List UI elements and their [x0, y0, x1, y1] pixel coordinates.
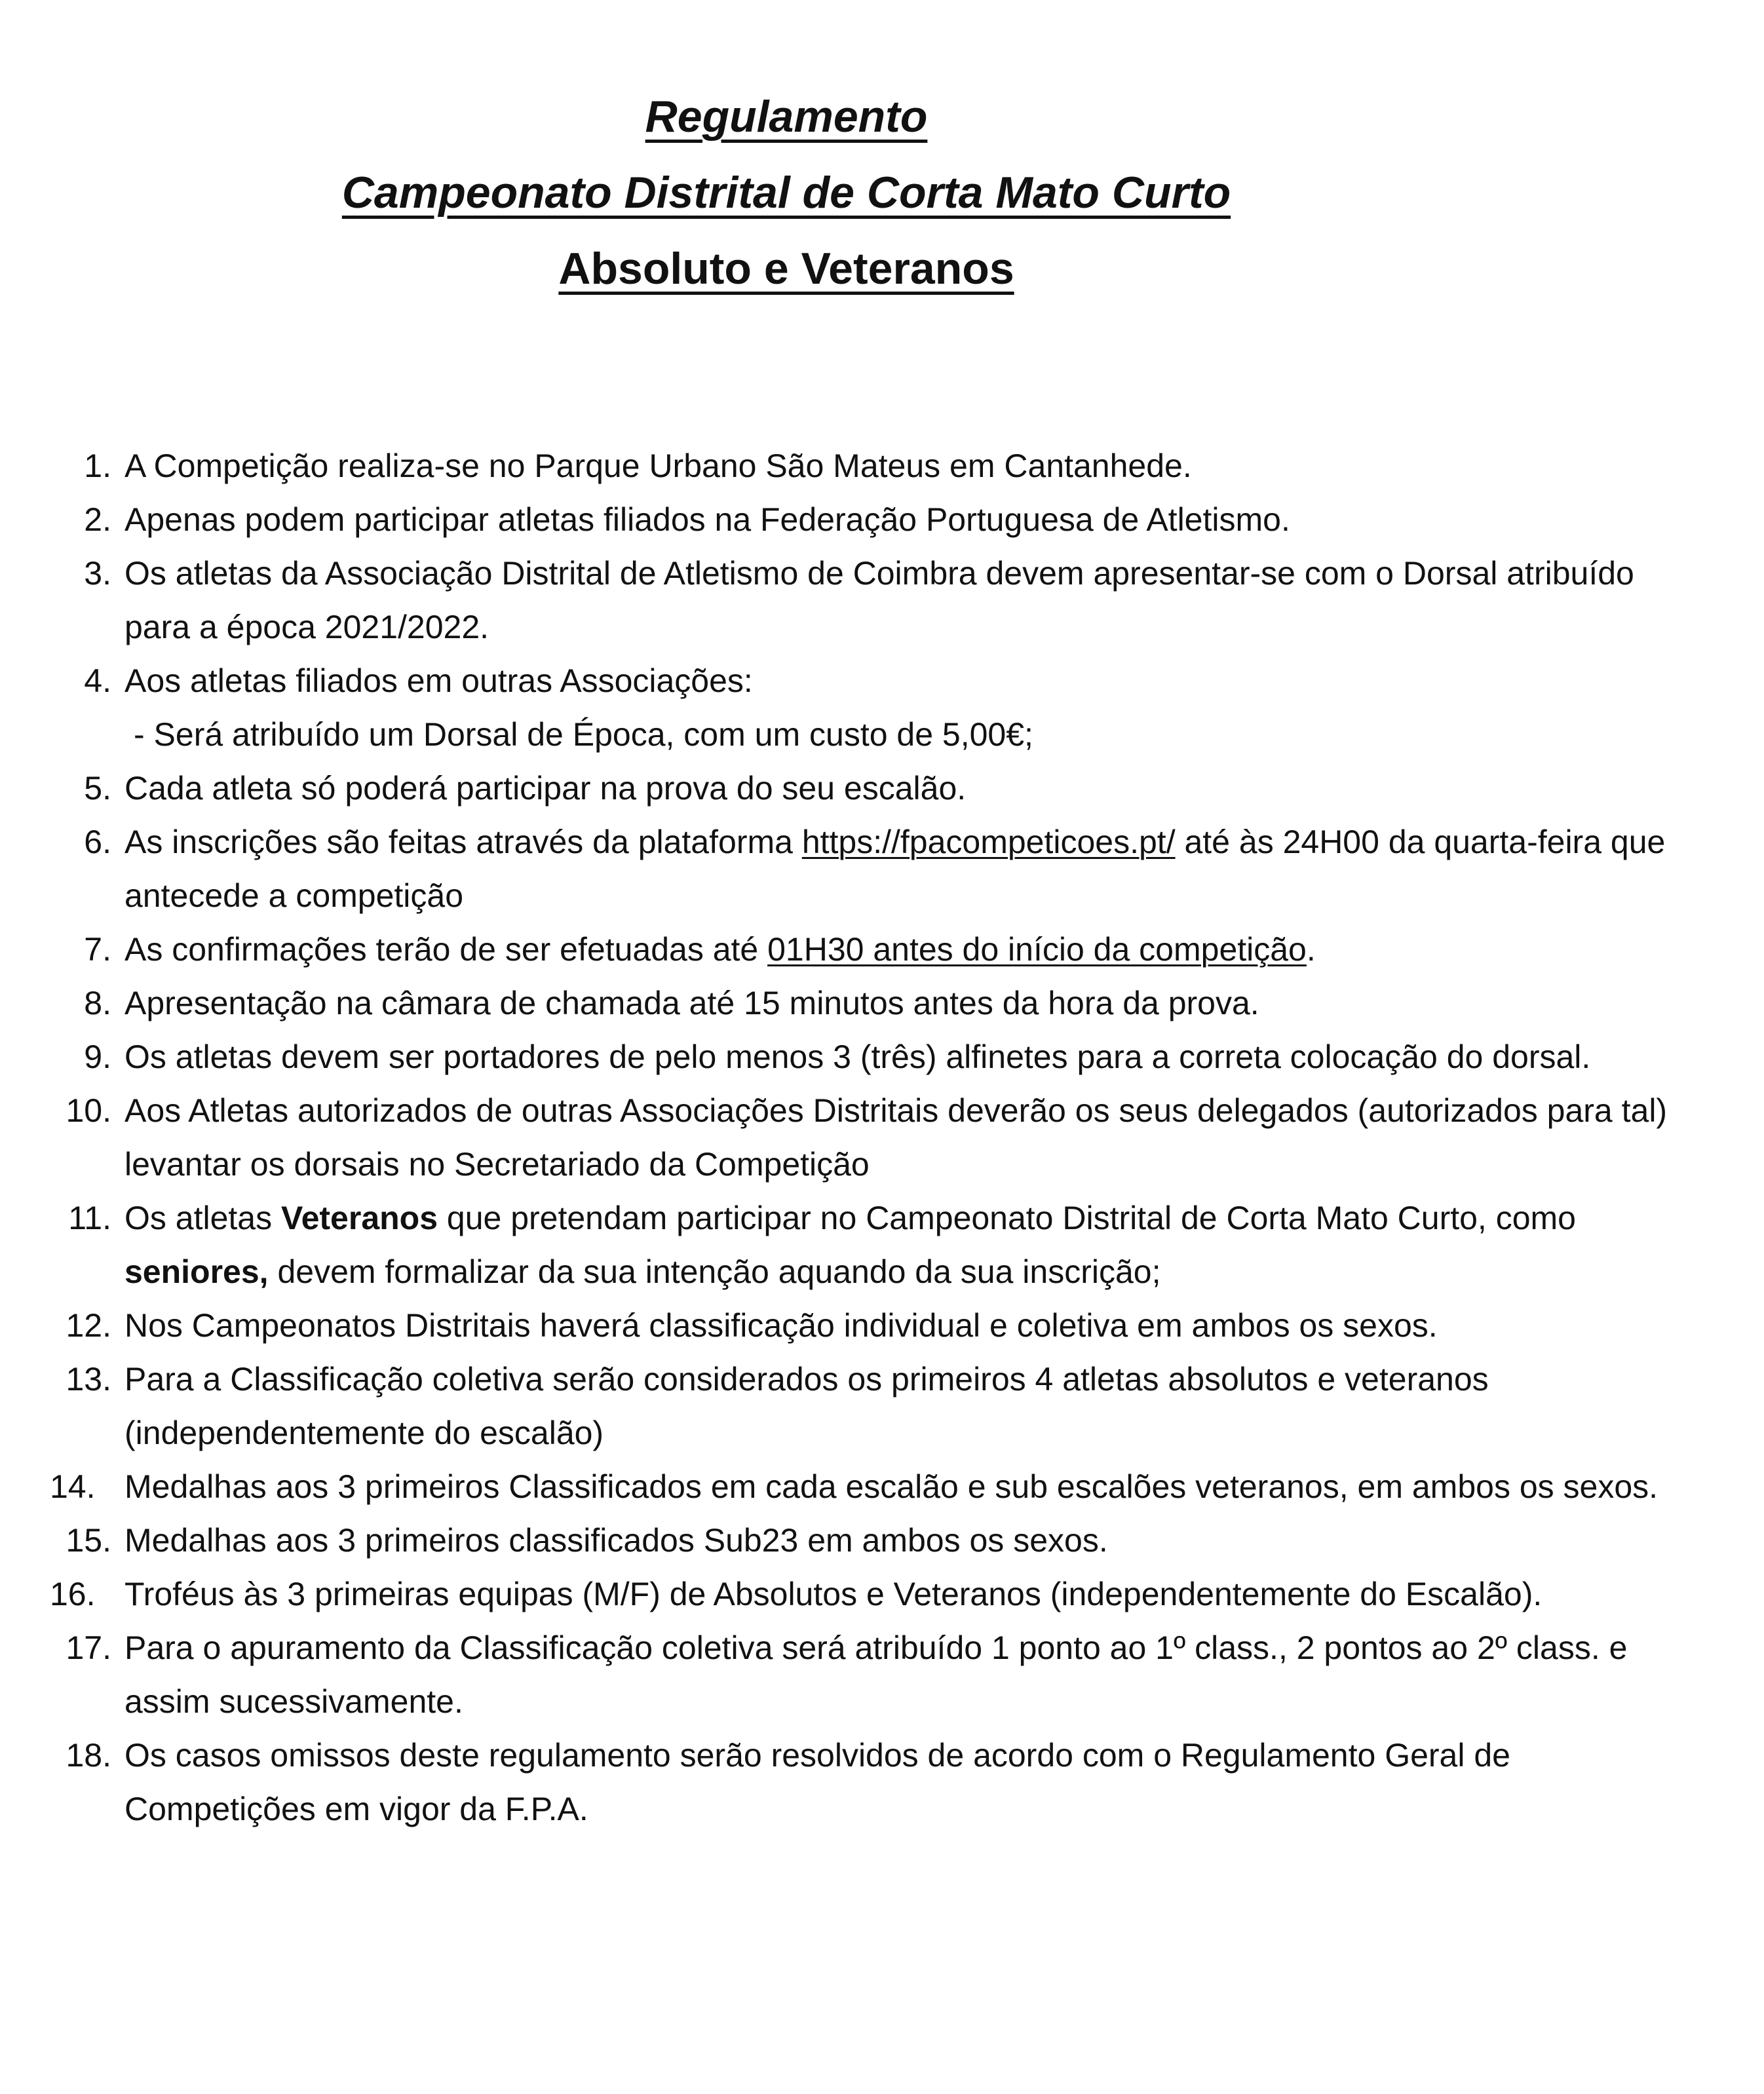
rule-item-17 — [59, 1621, 1697, 1728]
rule-item-16 — [50, 1567, 1697, 1621]
rule-item-13 — [59, 1352, 1697, 1460]
rules-list — [50, 439, 1697, 1836]
rule-item-4 — [59, 654, 1697, 761]
rule-text: Os casos omissos deste regulamento serão resolvidos de acordo com o Regulamento Geral de Competições em vigor da F.P.A. — [125, 1737, 1510, 1827]
rule-item-10 — [59, 1084, 1697, 1191]
rule-number: 18. — [66, 1737, 111, 1774]
rule-item-5 — [59, 761, 1697, 815]
rule-subtext: - Será atribuído um Dorsal de Época, com um custo de 5,00€; — [134, 716, 1033, 753]
rule-text: Troféus às 3 primeiras equipas (M/F) de Absolutos e Veteranos (independentemente do Escalão). — [125, 1576, 1543, 1612]
title-categories: Absoluto e Veteranos — [558, 244, 1014, 294]
rule-item-12 — [59, 1299, 1697, 1352]
document-header — [0, 79, 1573, 307]
rule-item-3 — [59, 546, 1697, 654]
rule-item-7 — [59, 923, 1697, 976]
rule-text-end: . — [1306, 931, 1316, 968]
rule-number: 14. — [50, 1468, 96, 1505]
rule-item-1 — [59, 439, 1697, 493]
rule-text-middle: que pretendam participar no Campeonato Distrital de Corta Mato Curto, como — [438, 1200, 1576, 1236]
title-regulamento: Regulamento — [645, 92, 928, 142]
rule-text: Para o apuramento da Classificação coletiva será atribuído 1 ponto ao 1º class., 2 pontos ao 2º class. e assim sucessivamente. — [125, 1629, 1628, 1720]
rule-item-15 — [59, 1513, 1697, 1567]
rule-text: A Competição realiza-se no Parque Urbano São Mateus em Cantanhede. — [125, 447, 1192, 484]
rule-text: Apenas podem participar atletas filiados na Federação Portuguesa de Atletismo. — [125, 501, 1290, 538]
rule-text-end: devem formalizar da sua intenção aquando da sua inscrição; — [268, 1253, 1161, 1290]
rule-text: Apresentação na câmara de chamada até 15 minutos antes da hora da prova. — [125, 985, 1259, 1021]
rule-number: 7. — [84, 931, 111, 968]
rule-text-start: Os atletas — [125, 1200, 281, 1236]
rule-text: Medalhas aos 3 primeiros Classificados em cada escalão e sub escalões veteranos, em ambos os sexos. — [125, 1468, 1659, 1505]
rule-number: 12. — [66, 1307, 111, 1344]
rule-number: 11. — [68, 1200, 111, 1236]
rule-item-6 — [59, 815, 1697, 923]
rule-item-9 — [59, 1030, 1697, 1084]
rule-number: 6. — [84, 824, 111, 860]
rule-number: 8. — [84, 985, 111, 1021]
bold-veteranos: Veteranos — [281, 1200, 438, 1236]
rule-number: 1. — [84, 447, 111, 484]
rule-item-2 — [59, 493, 1697, 546]
rule-text: Cada atleta só poderá participar na prova do seu escalão. — [125, 770, 967, 807]
rule-text: Nos Campeonatos Distritais haverá classificação individual e coletiva em ambos os sexos. — [125, 1307, 1438, 1344]
rule-number: 9. — [84, 1038, 111, 1075]
rule-number: 5. — [84, 770, 111, 807]
rule-text: Os atletas devem ser portadores de pelo menos 3 (três) alfinetes para a correta colocação do dorsal. — [125, 1038, 1591, 1075]
rule-number: 3. — [84, 555, 111, 592]
rule-text: Medalhas aos 3 primeiros classificados Sub23 em ambos os sexos. — [125, 1522, 1108, 1559]
rule-number: 13. — [66, 1361, 111, 1398]
rule-text: Para a Classificação coletiva serão considerados os primeiros 4 atletas absolutos e veteranos (independentemente do escalão) — [125, 1361, 1489, 1451]
rule-number: 10. — [66, 1092, 111, 1129]
bold-seniores: seniores, — [125, 1253, 269, 1290]
rule-item-8 — [59, 976, 1697, 1030]
rule-text-start: As confirmações terão de ser efetuadas até — [125, 931, 768, 968]
rule-text: Aos Atletas autorizados de outras Associações Distritais deverão os seus delegados (autorizados para tal) levantar os dorsais no Secretariado da Competição — [125, 1092, 1668, 1183]
registration-link[interactable]: https://fpacompeticoes.pt/ — [801, 824, 1176, 860]
confirmation-deadline: 01H30 antes do início da competição — [767, 931, 1307, 968]
rule-number: 4. — [84, 662, 111, 699]
rule-item-18 — [59, 1728, 1697, 1836]
rule-text-start: As inscrições são feitas através da plataforma — [125, 824, 802, 860]
rule-text-end: até às 24H00 da quarta-feira que antecede a competição — [125, 824, 1666, 914]
rule-text: Os atletas da Associação Distrital de Atletismo de Coimbra devem apresentar-se com o Dorsal atribuído para a época 2021/2022. — [125, 555, 1634, 645]
rule-number: 2. — [84, 501, 111, 538]
rule-text: Aos atletas filiados em outras Associações: — [125, 662, 753, 699]
title-championship: Campeonato Distrital de Corta Mato Curto — [341, 168, 1231, 218]
rule-number: 15. — [66, 1522, 111, 1559]
rule-number: 16. — [50, 1576, 96, 1612]
rule-item-14 — [50, 1460, 1697, 1513]
rule-item-11 — [59, 1191, 1697, 1299]
rule-number: 17. — [66, 1629, 111, 1666]
